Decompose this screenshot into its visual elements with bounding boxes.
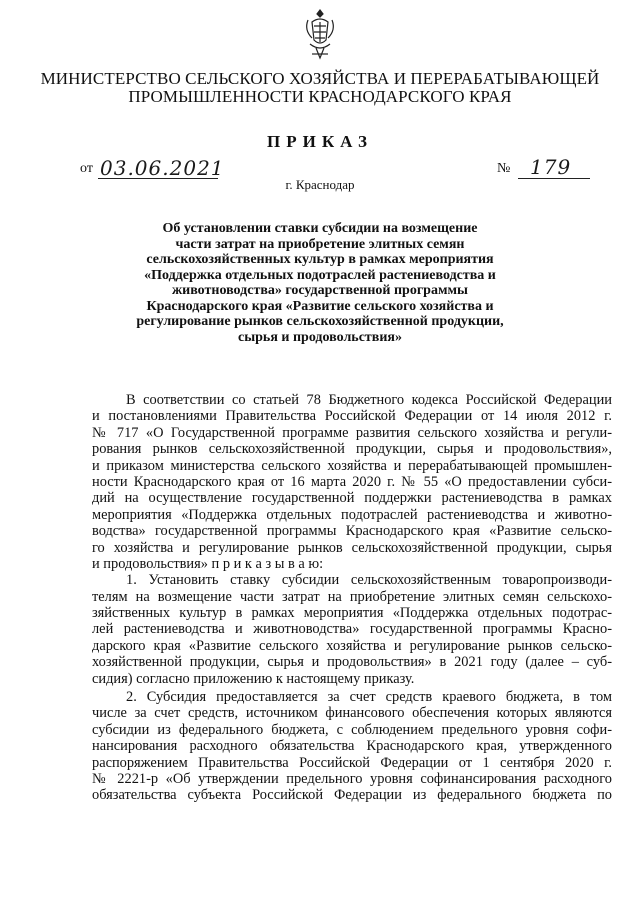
paragraph-item-1 [92,572,612,687]
body-line: и постановлениями Правительства Российской Федерации от 14 июля 2012 г. [92,408,612,425]
body-line: числе за счет средств, источником финансового обеспечения которых являются [92,705,612,722]
date-value-handwritten: 03.06.2021 [100,156,225,180]
title-line: регулирование рынков сельскохозяйственной продукции, [136,314,504,329]
title-line: «Поддержка отдельных подотраслей растениеводства и [144,267,496,283]
body-line: обязательства субъекта Российской Федерации из федерального бюджета по [92,787,612,804]
body-line: лей растениеводства и животноводства» государственной программы Красно- [92,621,612,638]
body-line: хозяйственной продукции, сырья и продовольствия» в 2021 году (далее – суб- [92,654,612,671]
ministry-line-1: МИНИСТЕРСТВО СЕЛЬСКОГО ХОЗЯЙСТВА И ПЕРЕРАБАТЫВАЮЩЕЙ [40,69,600,88]
body-line: распоряжением Правительства Российской Федерации от 1 сентября 2020 г. [92,754,612,771]
body-line: мероприятия «Поддержка отдельных подотраслей растениеводства и животно- [92,506,612,523]
coat-of-arms-emblem [302,8,338,64]
body-line: № 717 «О Государственной программе развития сельского хозяйства и регули- [92,424,612,441]
document-body [92,392,612,804]
body-line: рования рынков сельскохозяйственной продукции, сырья и продовольствия», [92,441,612,458]
number-value-handwritten: 179 [530,155,572,179]
ministry-line-2: ПРОМЫШЛЕННОСТИ КРАСНОДАРСКОГО КРАЯ [128,87,512,106]
title-line: сырья и продовольствия» [238,329,402,345]
body-line: 1. Установить ставку субсидии сельскохозяйственным товаропроизводи- [126,572,612,589]
body-line: и приказом министерства сельского хозяйства и перерабатывающей промышлен- [92,457,612,474]
body-line: водства» государственной программы Краснодарского края «Развитие сельско- [92,523,612,540]
title-line: сельскохозяйственных культур в рамках мероприятия [146,252,494,267]
body-line: и продовольствия» п р и к а з ы в а ю: [92,555,324,572]
body-line: 2. Субсидия предоставляется за счет средств краевого бюджета, в том [126,689,612,706]
number-label: № [497,161,511,176]
body-line: В соответствии со статьей 78 Бюджетного кодекса Российской Федерации [126,392,612,408]
body-line: ности Краснодарского края от 16 марта 2020 г. № 55 «О предоставлении субси- [92,473,612,490]
body-line: го хозяйства и регулирование рынков сельскохозяйственной продукции, сырья [92,539,612,556]
city-line: г. Краснодар [285,177,355,192]
paragraph-preamble [92,392,612,572]
body-line: зяйственных культур в рамках мероприятия «Поддержка отдельных подотрас- [92,605,612,622]
body-line: нансирования расходного обязательства Краснодарского края, утвержденного [92,738,612,755]
paragraph-item-2 [92,689,612,804]
title-line: части затрат на приобретение элитных семян [175,236,465,252]
date-label: от [80,161,93,176]
title-line: Краснодарского края «Развитие сельского хозяйства и [146,298,494,314]
document-title [120,221,520,345]
title-line: Об установлении ставки субсидии на возмещение [162,221,478,236]
body-line: дарского края «Развитие сельского хозяйства и регулирование рынков сельско- [92,637,612,654]
document-type-heading: ПРИКАЗ [267,132,373,151]
title-line: животноводства» государственной программы [172,283,468,298]
body-line: субсидии из федерального бюджета, с соблюдением предельного уровня софи- [92,721,612,738]
body-line: телям на возмещение части затрат на приобретение элитных семян сельскохо- [92,588,612,605]
body-line: № 2221-р «Об утверждении предельного уровня софинансирования расходного [92,770,612,787]
ministry-name [40,70,600,106]
body-line: сидия) согласно приложению к настоящему приказу. [92,670,415,687]
body-line: дий на осуществление государственной поддержки растениеводства в рамках [92,490,612,507]
